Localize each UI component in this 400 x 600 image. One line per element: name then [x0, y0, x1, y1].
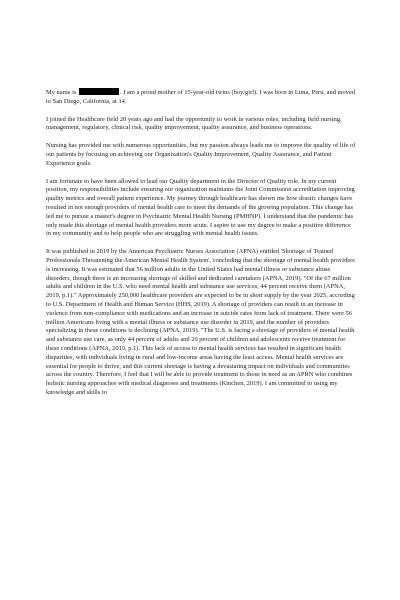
- paragraph-career: I joined the Healthcare field 20 years ago and had the opportunity to work in various roles, including field nursing, management, regulatory, clinical risk, quality improvement, quality assurance, and business operations.: [46, 115, 342, 132]
- paragraph-shortage-evidence: It was published in 2019 by the American Psychiatric Nurses Association (APNA) entitled 'Shortage of Trained Professionals Threatening the American Mental Health System', concluding that the shortage of mental health providers is increasing. It was estimated that 56 million adults in the United States had mental illness or substance abuse disorders, though there is an increasing shortage of skilled and dedicated caretakers (APNA, 2019). "Of the 67 million adults and children in the U.S. who need mental health and substance use services, 44 percent receive them (APNA, 2019, p.1)." Approximately 250,000 healthcare providers are expected to be in short supply by the year 2025, according to U.S. Department of Health and Human Service (HHS, 2019). A shortage of providers can result in an increase in violence from non-compliance with medications and an increase in suicide rates from lack of treatment. There were 56 million Americans living with a mental illness or substance use disorder in 2019, and the number of providers specializing in these conditions is declining (APNA, 2019). "The U.S. is facing a shortage of providers of mental health and substance use care, as only 44 percent of adults and 20 percent of children and adolescents receive treatment for these conditions (APNA, 2019, p.1). This lack of access to mental health services has resulted in significant health disparities, with individuals living in rural and low-income areas having the least access. Mental health services are essential for people to thrive, and this current shortage is having a devastating impact on individuals and communities across the country. Therefore, I feel that I will be able to provide treatment to those in need as an APRN who combines holistic nursing approaches with medical diagnoses and treatments (Kinchen, 2019). I am committed to using my knowledge and skills to: [46, 248, 355, 396]
- redacted-name-block: [79, 88, 119, 95]
- paragraph-introduction: [46, 88, 356, 107]
- intro-text-start: My name is: [46, 89, 78, 96]
- intro-text-end: . I am a proud mother of 15-year-old twins (boy/girl). I was born in Lima, Peru, and moved to San Diego, California, at 14.: [46, 89, 356, 105]
- paragraph-current-role: I am fortunate to have been allowed to lead our Quality department in the Director of Quality role. In my current position, my responsibilities include ensuring our organization maintains the Joint Commission accreditation improving quality metrics and overall patient experience. My journey through healthcare has shown me how drastic changes have resulted in not enough providers of mental health care to meet the demands of the growing population. This change has led me to pursue a master's degree in Psychiatric Mental Health Nursing (PMHNP). I understand that the pandemic has only made this shortage of mental health providers more acute. I aspire to use my degree to make a positive difference in my community and to help people who are struggling with mental health issues.: [46, 177, 355, 238]
- paragraph-nursing-passion: Nursing has provided me with numerous opportunities, but my passion always leads me to improve the quality of life of our patients by focusing on achieving our Organization's Quality Improvement, Quality Assurance, and Patient Experience goals.: [46, 142, 356, 167]
